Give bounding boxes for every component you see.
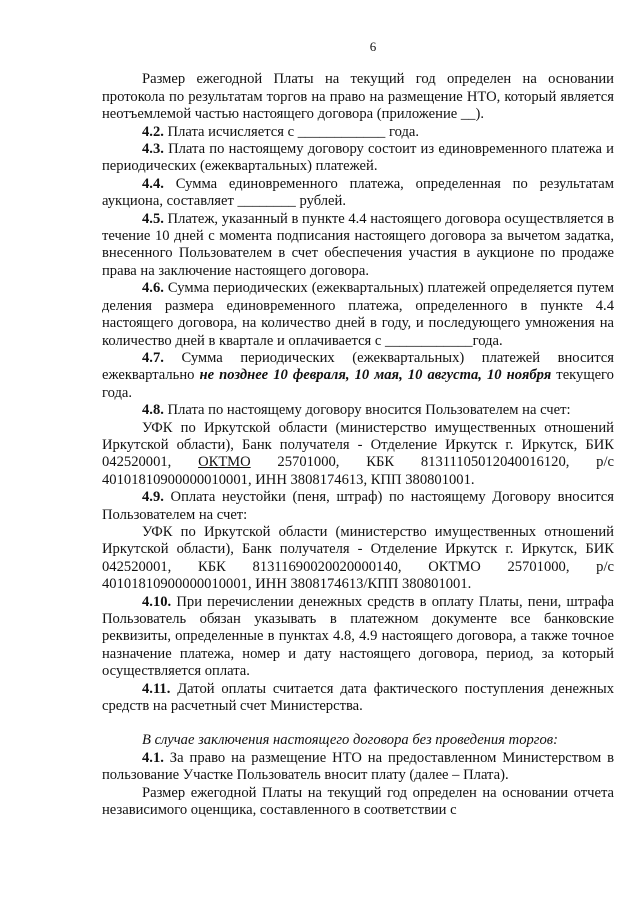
clause-number: 4.5. bbox=[142, 210, 164, 227]
bank-details-4-8 bbox=[102, 420, 614, 490]
paragraph-last: Размер ежегодной Платы на текущий год определен на основании отчета независимого оценщика, составленного в соответствии с bbox=[102, 784, 614, 819]
clause-number: 4.11. bbox=[142, 680, 171, 697]
clause-text: текущего года. bbox=[102, 367, 614, 401]
clause-number: 4.8. bbox=[142, 402, 164, 419]
section-heading: В случае заключения настоящего договора без проведения торгов: bbox=[142, 732, 558, 749]
clause-4-3 bbox=[102, 141, 614, 176]
clause-text: Сумма единовременного платежа, определенная по результатам аукциона, составляет ________ рублей. bbox=[102, 175, 614, 210]
clause-4-9 bbox=[102, 489, 614, 524]
page-number: 6 bbox=[369, 39, 377, 54]
clause-text: Плата по настоящему договору вносится Пользователем на счет: bbox=[163, 402, 571, 419]
clause-4-5 bbox=[102, 211, 614, 281]
bank-details-text: УФК по Иркутской области (министерство имущественных отношений Иркутской области), Банк получателя - Отделение Иркутск г. Иркутск, БИК 042520001, bbox=[102, 419, 614, 471]
bank-details-4-9: УФК по Иркутской области (министерство имущественных отношений Иркутской области), Банк получателя - Отделение Иркутск г. Иркутск, БИК 042520001, КБК 81311690020020000140, ОКТМО 25701000, р/с 40101810900000010001, ИНН 3808174613/КПП 380801001. bbox=[102, 523, 614, 593]
clause-text: Датой оплаты считается дата фактического поступления денежных средств на расчетный счет Министерства. bbox=[102, 680, 614, 715]
clause-4-4 bbox=[102, 176, 614, 211]
clause-4-11 bbox=[102, 681, 614, 716]
clause-number: 4.9. bbox=[142, 489, 164, 506]
clause-4-8 bbox=[102, 402, 614, 419]
clause-number: 4.3. bbox=[142, 141, 164, 158]
clause-4-7 bbox=[102, 350, 614, 402]
section-gap bbox=[102, 715, 614, 732]
clause-text: При перечислении денежных средств в оплату Платы, пени, штрафа Пользователь обязан указывать в платежном документе все банковские реквизиты, определенные в пунктах 4.8, 4.9 настоящего договора, а также точное назначение платежа, номер и дату настоящего договора, период, за который осуществляется оплата. bbox=[102, 593, 614, 680]
clause-text: За право на размещение НТО на предоставленном Министерством в пользование Участке Пользователь вносит плату (далее – Плата). bbox=[102, 749, 614, 784]
clause-text: Сумма периодических (ежеквартальных) платежей вносится ежеквартально bbox=[102, 349, 614, 384]
clause-text: Сумма периодических (ежеквартальных) платежей определяется путем деления размера единовременного платежа, определенного в пункте 4.4 настоящего договора, на количество дней в году, и последующего умножения на количество дней в квартале и оплачивается с ____________года. bbox=[102, 280, 614, 349]
clause-number: 4.10. bbox=[142, 593, 172, 610]
clause-text: Плата по настоящему договору состоит из единовременного платежа и периодических (ежеквартальных) платежей. bbox=[102, 141, 614, 175]
clause-number: 4.2. bbox=[142, 123, 164, 140]
paragraph-intro: Размер ежегодной Платы на текущий год определен на основании протокола по результатам торгов на право на размещение НТО, который является неотъемлемой частью настоящего договора (приложение __). bbox=[102, 71, 614, 123]
clause-4-6 bbox=[102, 280, 614, 350]
clause-4-2 bbox=[102, 124, 614, 141]
clause-text: Плата исчисляется с ____________ года. bbox=[163, 123, 420, 140]
clause-4-10 bbox=[102, 594, 614, 681]
clause-number: 4.6. bbox=[142, 280, 164, 297]
clause-number: 4.4. bbox=[142, 175, 164, 192]
clause-4-1-no-tender bbox=[102, 750, 614, 785]
clause-text: Платеж, указанный в пункте 4.4 настоящего договора осуществляется в течение 10 дней с момента подписания настоящего договора за вычетом задатка, внесенного Пользователем в счет обеспечения участия в аукционе по продаже права на заключение настоящего договора. bbox=[102, 210, 614, 279]
clause-number: 4.7. bbox=[142, 349, 164, 366]
clause-number: 4.1. bbox=[142, 749, 164, 766]
payment-deadlines: не позднее 10 февраля, 10 мая, 10 августа, 10 ноября bbox=[199, 367, 552, 384]
oktmo-label: ОКТМО bbox=[198, 454, 251, 471]
clause-text: Оплата неустойки (пеня, штраф) по настоящему Договору вносится Пользователем на счет: bbox=[102, 489, 614, 523]
bank-details-text: 25701000, КБК 81311105012040016120, р/с 40101810900000010001, ИНН 3808174613, КПП 380801001. bbox=[102, 454, 615, 488]
